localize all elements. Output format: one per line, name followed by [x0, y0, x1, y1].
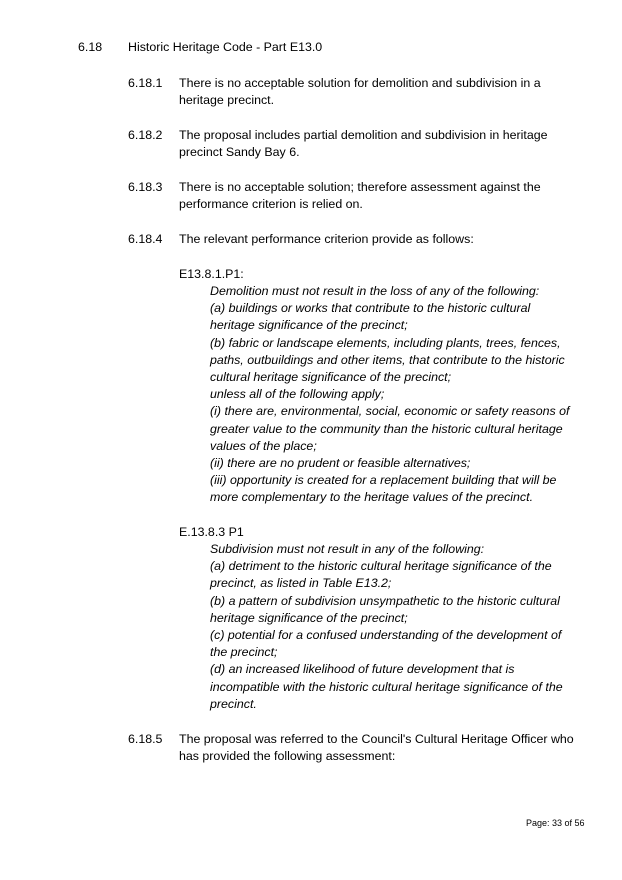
clause-number: 6.18.2: [128, 128, 163, 142]
clause-line: There is no acceptable solution; therefore assessment against the: [179, 180, 541, 194]
clause-number: 6.18.1: [128, 76, 163, 90]
criterion-text: [210, 541, 563, 713]
clause-number: 6.18.5: [128, 732, 163, 746]
criterion-line: paths, outbuildings and other items, that contribute to the historic: [210, 352, 565, 367]
criterion-line: incompatible with the historic cultural heritage significance of the: [210, 679, 563, 694]
criterion-label: E.13.8.3 P1: [179, 525, 244, 539]
clause-line: There is no acceptable solution for demolition and subdivision in a: [179, 76, 541, 90]
clause-text: [179, 75, 541, 109]
criterion-line: (ii) there are no prudent or feasible alternatives;: [210, 455, 471, 470]
criterion-line: more complementary to the heritage values of the precinct.: [210, 490, 534, 505]
clause-number: 6.18.4: [128, 232, 163, 246]
criterion-text: [210, 283, 570, 506]
criterion-line: heritage significance of the precinct;: [210, 318, 408, 333]
criterion-line: (c) potential for a confused understanding of the development of: [210, 627, 562, 642]
clause-text: [179, 127, 548, 161]
clause-line: heritage precinct.: [179, 93, 275, 108]
criterion-line: (b) fabric or landscape elements, including plants, trees, fences,: [210, 335, 561, 350]
criterion-line: Demolition must not result in the loss of any of the following:: [210, 284, 540, 298]
section-number: 6.18: [78, 40, 103, 54]
clause-line: has provided the following assessment:: [179, 749, 396, 764]
page-number: Page: 33 of 56: [526, 818, 585, 828]
clause-text: [179, 731, 574, 765]
criterion-line: (a) detriment to the historic cultural heritage significance of the: [210, 559, 552, 574]
criterion-line: greater value to the community than the historic cultural heritage: [210, 421, 563, 436]
criterion-label: E13.8.1.P1:: [179, 267, 244, 281]
clause-line: The proposal includes partial demolition and subdivision in heritage: [179, 128, 548, 142]
criterion-line: precinct, as listed in Table E13.2;: [210, 576, 392, 591]
criterion-line: (d) an increased likelihood of future development that is: [210, 662, 515, 677]
criterion-line: unless all of the following apply;: [210, 387, 385, 402]
section-title: Historic Heritage Code - Part E13.0: [128, 40, 323, 54]
criterion-line: values of the place;: [210, 438, 317, 453]
clause-line: The proposal was referred to the Council's Cultural Heritage Officer who: [179, 732, 574, 746]
criterion-line: Subdivision must not result in any of the following:: [210, 542, 485, 556]
clause-text: [179, 179, 541, 213]
clause-text: [179, 231, 474, 248]
clause-line: performance criterion is relied on.: [179, 197, 363, 212]
criterion-line: precinct.: [210, 696, 257, 711]
clause-line: precinct Sandy Bay 6.: [179, 145, 300, 160]
criterion-line: (iii) opportunity is created for a replacement building that will be: [210, 473, 557, 488]
criterion-line: (a) buildings or works that contribute to the historic cultural: [210, 301, 531, 316]
clause-line: The relevant performance criterion provide as follows:: [179, 232, 474, 246]
criterion-line: heritage significance of the precinct;: [210, 610, 408, 625]
criterion-line: the precinct;: [210, 645, 278, 660]
clause-number: 6.18.3: [128, 180, 163, 194]
criterion-line: (i) there are, environmental, social, economic or safety reasons of: [210, 404, 570, 419]
criterion-line: cultural heritage significance of the precinct;: [210, 369, 452, 384]
criterion-line: (b) a pattern of subdivision unsympathetic to the historic cultural: [210, 593, 560, 608]
